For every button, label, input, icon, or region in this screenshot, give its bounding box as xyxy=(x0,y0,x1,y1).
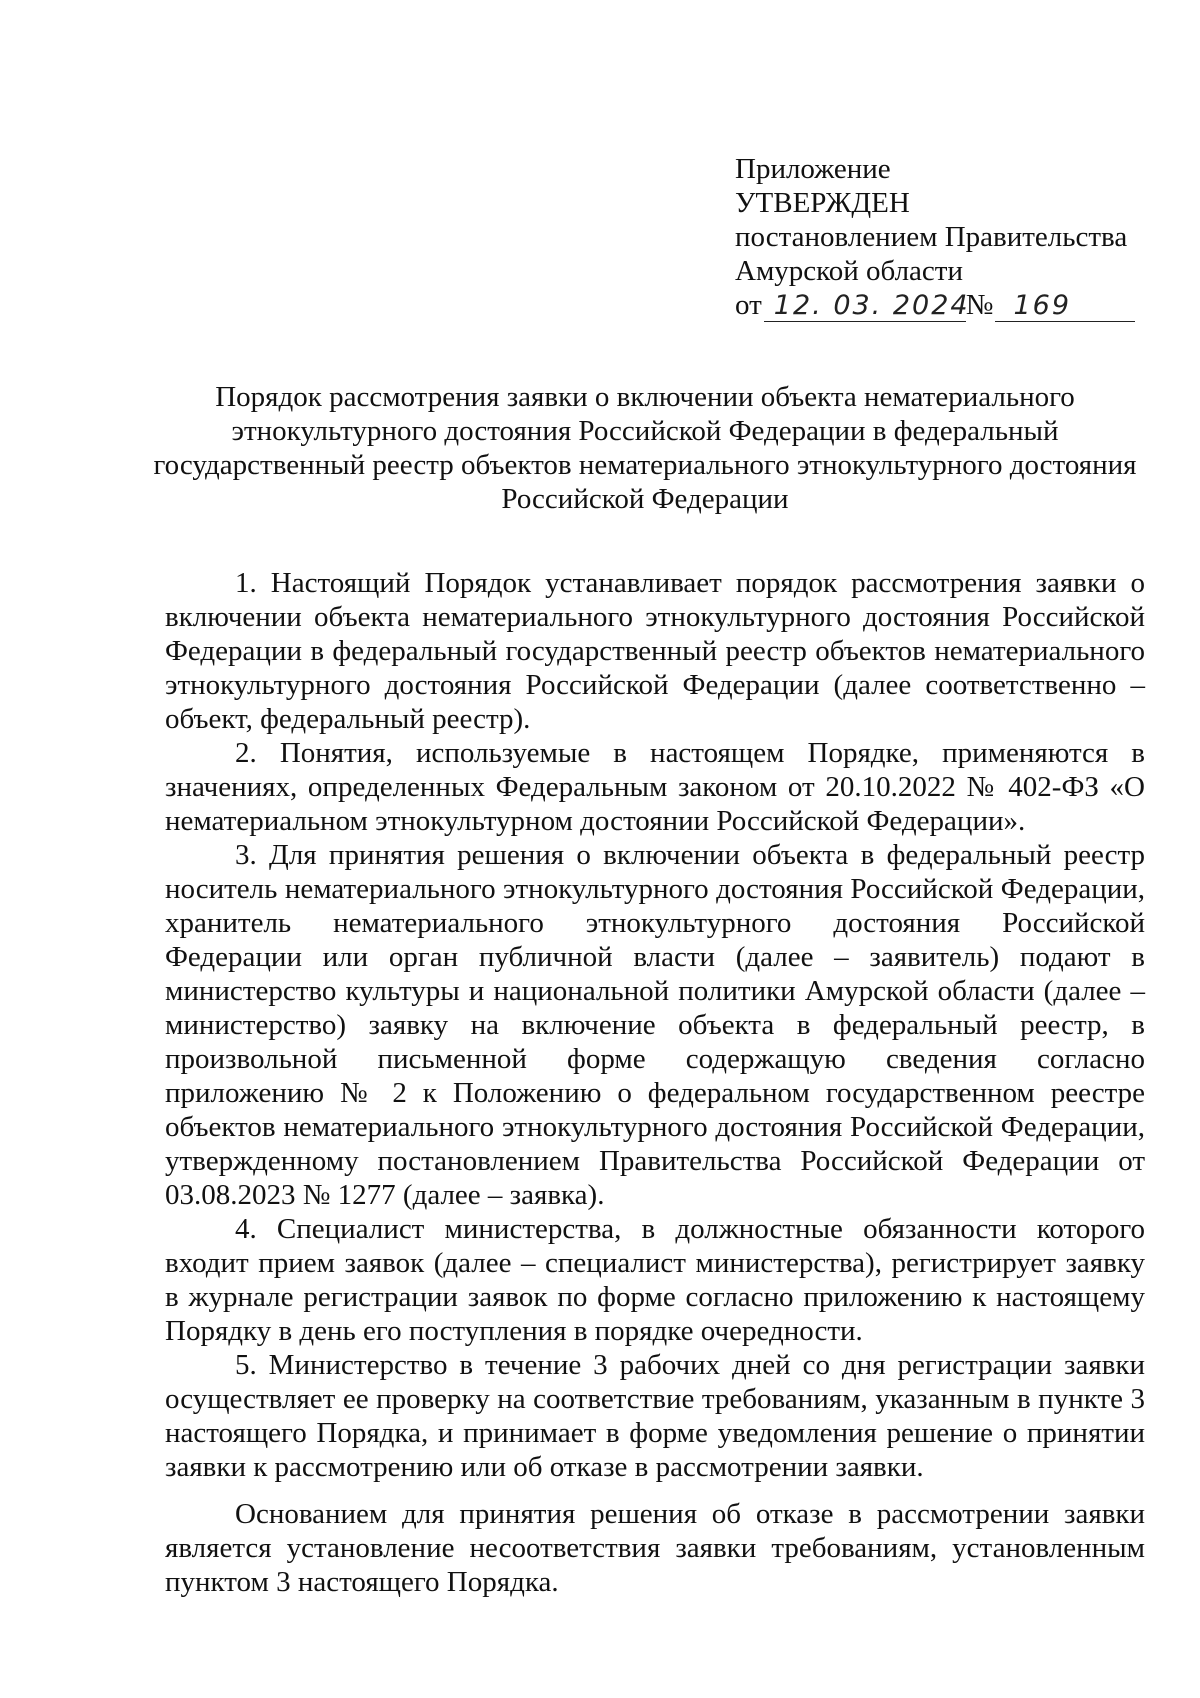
appendix-label: Приложение xyxy=(735,153,891,185)
title-line: Порядок рассмотрения заявки о включении объекта нематериального xyxy=(215,381,1075,413)
date-prefix: от xyxy=(735,289,762,321)
approval-block xyxy=(735,152,1135,322)
paragraph-2: 2. Понятия, используемые в настоящем Порядке, применяются в значениях, определенных Федеральным законом от 20.10.2022 № 402-ФЗ «О нематериальном этнокультурном достоянии Российской Федерации». xyxy=(165,737,1145,837)
approved-by-label: постановлением Правительства xyxy=(735,221,1128,253)
handwritten-date: 12. 03. 2024 xyxy=(764,291,966,322)
title-line: Российской Федерации xyxy=(501,483,789,515)
paragraph-5: 5. Министерство в течение 3 рабочих дней со дня регистрации заявки осуществляет ее проверку на соответствие требованиям, указанным в пункте 3 настоящего Порядка, и принимает в форме уведомления решение о принятии заявки к рассмотрению или об отказе в рассмотрении заявки. xyxy=(165,1349,1145,1483)
paragraph-3: 3. Для принятия решения о включении объекта в федеральный реестр носитель нематериального этнокультурного достояния Российской Федерации, хранитель нематериального этнокультурного достояния Российской Федерации или орган публичной власти (далее – заявитель) подают в министерство культуры и национальной политики Амурской области (далее – министерство) заявку на включение объекта в федеральный реестр, в произвольной письменной форме содержащую сведения согласно приложению № 2 к Положению о федеральном государственном реестре объектов нематериального этнокультурного достояния Российской Федерации, утвержденному постановлением Правительства Российской Федерации от 03.08.2023 № 1277 (далее – заявка). xyxy=(165,839,1145,1211)
paragraph-4: 4. Специалист министерства, в должностные обязанности которого входит прием заявок (далее – специалист министерства), регистрирует заявку в журнале регистрации заявок по форме согласно приложению к настоящему Порядку в день его поступления в порядке очередности. xyxy=(165,1213,1145,1347)
paragraph-6: Основанием для принятия решения об отказе в рассмотрении заявки является установление несоответствия заявки требованиям, установленным пунктом 3 настоящего Порядка. xyxy=(165,1498,1145,1598)
region-label: Амурской области xyxy=(735,255,963,287)
date-number-line xyxy=(735,288,1135,322)
title-line: государственный реестр объектов нематериального этнокультурного достояния xyxy=(153,449,1137,481)
paragraph-1: 1. Настоящий Порядок устанавливает порядок рассмотрения заявки о включении объекта нематериального этнокультурного достояния Российской Федерации в федеральный государственный реестр объектов нематериального этнокультурного достояния Российской Федерации (далее соответственно – объект, федеральный реестр). xyxy=(165,567,1145,735)
document-body xyxy=(165,566,1145,1599)
handwritten-number: 169 xyxy=(995,291,1135,322)
approved-label: УТВЕРЖДЕН xyxy=(735,187,910,219)
title-line: этнокультурного достояния Российской Федерации в федеральный xyxy=(231,415,1059,447)
document-title xyxy=(150,380,1140,516)
number-sign: № xyxy=(965,289,994,321)
